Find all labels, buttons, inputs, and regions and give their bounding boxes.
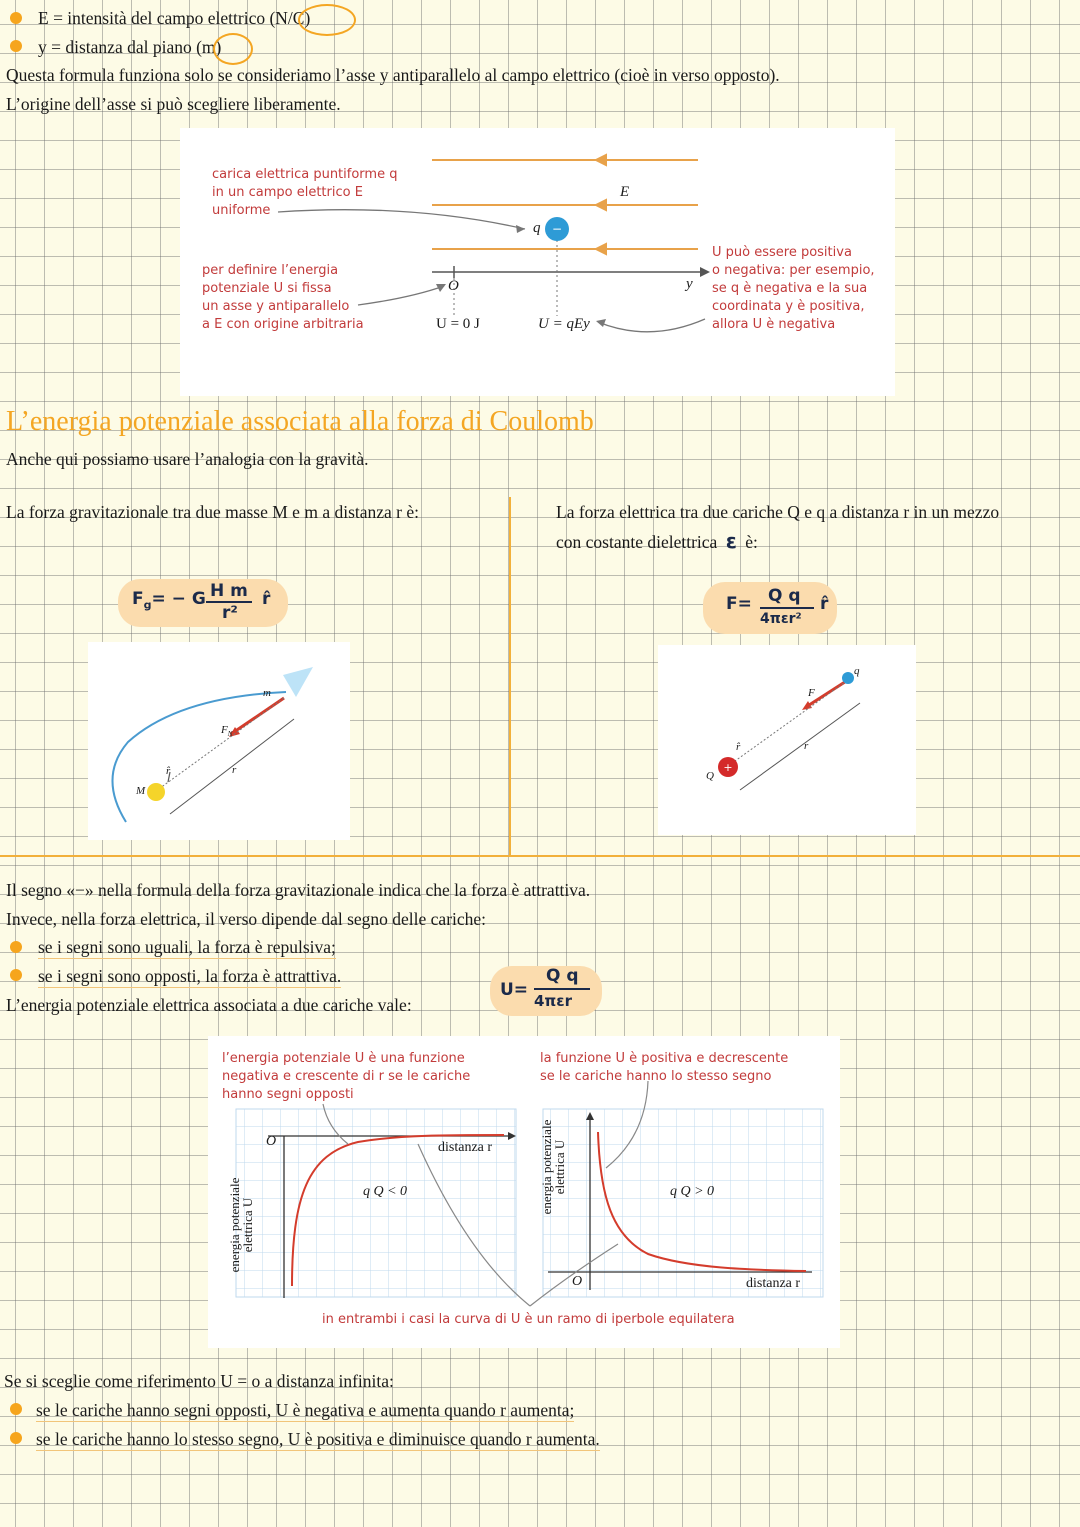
bullet-dot <box>10 941 22 953</box>
figure-uniform-field <box>180 128 895 396</box>
annotation-charge: carica elettrica puntiforme q in un campo elettrico E uniforme <box>212 167 398 218</box>
highlight-circle-nc <box>298 4 356 36</box>
svg-text:−: − <box>551 222 563 236</box>
bullet-dot <box>10 40 22 52</box>
gravity-diagram <box>88 642 350 840</box>
origin-right: O <box>572 1274 583 1289</box>
origin-left: O <box>266 1134 277 1149</box>
bullet-repulsive: se i segni sono uguali, la forza è repulsiva; <box>38 937 336 957</box>
electric-text-2: con costante dielettrica ε è: <box>556 529 758 553</box>
annotation-axis: per definire l’energia potenziale U si fissa un asse y antiparallelo a E con origine arbitraria <box>202 263 364 332</box>
label-Q: Q <box>706 770 714 782</box>
label-F: F <box>808 687 815 699</box>
paragraph: Il segno «−» nella formula della forza gravitazionale indica che la forza è attrattiva. <box>6 880 591 900</box>
gravity-text: La forza gravitazionale tra due masse M e m a distanza r è: <box>6 502 420 522</box>
case-positive: q Q > 0 <box>670 1184 715 1199</box>
figure-potential-graphs <box>208 1036 840 1348</box>
xlabel-right: distanza r <box>746 1276 801 1291</box>
label-Uqey: U = qEy <box>538 316 590 332</box>
section-heading: L’energia potenziale associata alla forza di Coulomb <box>6 406 594 437</box>
caption: in entrambi i casi la curva di U è un ramo di iperbole equilatera <box>322 1312 735 1327</box>
ylabel-left: energia potenziale elettrica U <box>227 1177 255 1273</box>
bullet-dot <box>10 969 22 981</box>
horizontal-divider <box>0 855 1080 857</box>
label-O: O <box>448 278 459 294</box>
annotation-sign: U può essere positiva o negativa: per esempio, se q è negativa e la sua coordinata y è positiva, allora U è negativa <box>712 245 875 332</box>
column-divider <box>509 497 511 855</box>
paragraph: Anche qui possiamo usare l’analogia con la gravità. <box>6 449 369 469</box>
annotation-positive: la funzione U è positiva e decrescente se le cariche hanno lo stesso segno <box>540 1051 789 1084</box>
bullet-e: E = intensità del campo elettrico (N/C) <box>38 8 311 28</box>
bullet-attractive: se i segni sono opposti, la forza è attrattiva. <box>38 966 342 986</box>
label-r: r <box>232 764 237 776</box>
annotation-negative: l’energia potenziale U è una funzione negativa e crescente di r se le cariche hanno segni opposti <box>222 1051 471 1102</box>
bullet-dot <box>10 1403 22 1415</box>
bullet-dot <box>10 1432 22 1444</box>
label-rhat: r̂ <box>736 741 741 753</box>
figure-electric <box>658 645 916 835</box>
label-U0: U = 0 J <box>436 316 480 332</box>
bullet-dot <box>10 12 22 24</box>
label-F: $F_N$ <box>221 724 233 739</box>
label-rhat: r̂ <box>166 765 171 777</box>
bullet-y: y = distanza dal piano (m) <box>38 37 222 57</box>
paragraph: Invece, nella forza elettrica, il verso dipende dal segno delle cariche: <box>6 909 487 929</box>
ylabel-right: energia potenziale elettrica U <box>539 1119 567 1215</box>
label-M: M <box>136 785 146 797</box>
bullet-same: se le cariche hanno lo stesso segno, U è positiva e diminuisce quando r aumenta. <box>36 1429 600 1449</box>
xlabel-left: distanza r <box>438 1140 493 1155</box>
svg-text:+: + <box>723 761 733 774</box>
label-E: E <box>620 184 630 200</box>
label-r: r <box>804 740 809 752</box>
case-negative: q Q < 0 <box>363 1184 408 1199</box>
paragraph: L’energia potenziale elettrica associata a due cariche vale: <box>6 995 412 1015</box>
paragraph: Questa formula funziona solo se consideriamo l’asse y antiparallelo al campo elettrico (cioè in verso opposto). <box>6 65 780 85</box>
label-q: q <box>533 220 541 236</box>
highlight-circle-m <box>213 33 253 65</box>
electric-diagram <box>658 645 916 835</box>
bullet-opposite: se le cariche hanno segni opposti, U è negativa e aumenta quando r aumenta; <box>36 1400 575 1420</box>
paragraph: L’origine dell’asse si può scegliere liberamente. <box>6 94 341 114</box>
label-q: q <box>854 665 860 677</box>
electric-text: La forza elettrica tra due cariche Q e q a distanza r in un mezzo <box>556 502 1000 522</box>
label-m: m <box>263 687 271 699</box>
label-y: y <box>686 276 693 292</box>
figure-gravity <box>88 642 350 840</box>
paragraph: Se si sceglie come riferimento U = o a distanza infinita: <box>4 1371 394 1391</box>
